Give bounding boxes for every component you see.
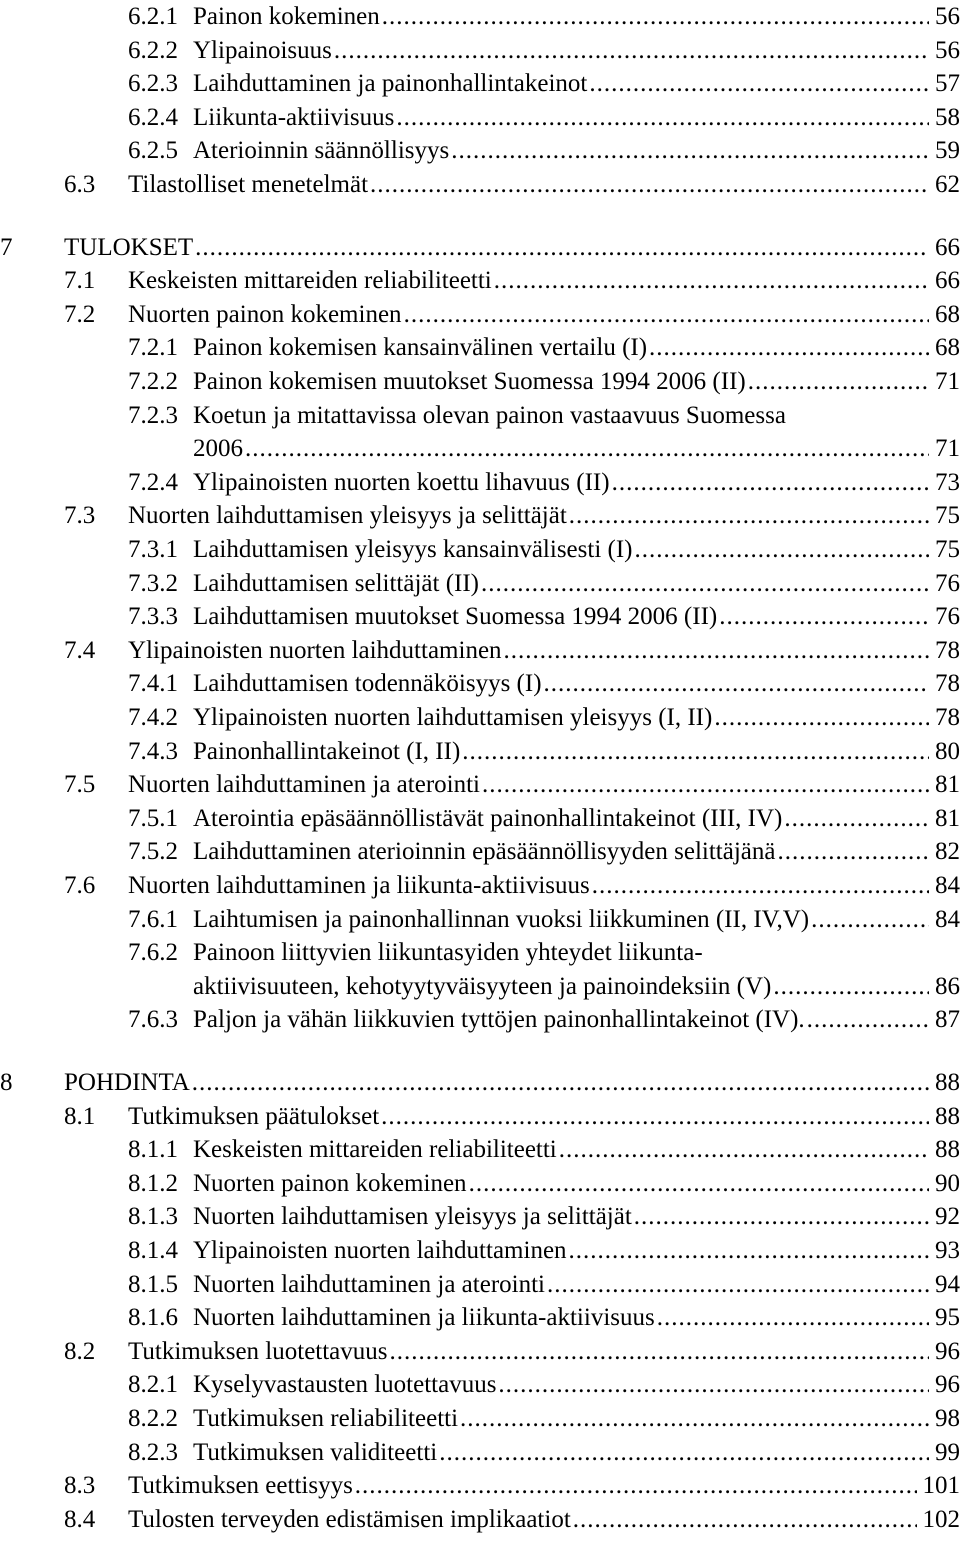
toc-entry[interactable] [0,634,960,668]
dot-leader [647,331,929,365]
dot-leader [353,1469,917,1503]
dot-leader [380,0,929,34]
toc-entry[interactable] [0,835,960,869]
toc-entry-title: Laihduttamisen yleisyys kansainvälisesti (I) [193,536,633,563]
toc-entry-page-number: 98 [935,1405,960,1432]
toc-entry-page-number: 81 [935,771,960,798]
toc-entry-title: Nuorten laihduttaminen ja liikunta-aktiivisuus [128,872,590,899]
dot-leader [567,499,929,533]
dot-leader [771,970,929,1004]
toc-entry-title: Laihtumisen ja painonhallinnan vuoksi liikkuminen (II, IV,V) [193,906,810,933]
toc-entry-page-number: 84 [935,906,960,933]
toc-entry[interactable] [0,768,960,802]
toc-entry-number: 7.6.2 [128,939,178,966]
toc-entry-page-number: 78 [935,704,960,731]
dot-leader [590,869,929,903]
dot-leader [571,1503,917,1537]
toc-entry[interactable] [0,600,960,634]
toc-entry-page-number: 66 [935,267,960,294]
toc-entry-title: Nuorten painon kokeminen [193,1170,467,1197]
dot-leader [467,1167,929,1201]
toc-entry-title-continued: aktiivisuuteen, kehotyytyväisyyteen ja painoindeksiin (V) [193,973,772,1000]
dot-leader [479,567,929,601]
dot-leader [332,34,929,68]
toc-entry-number: 6.2.5 [128,137,178,164]
dot-leader [502,634,929,668]
toc-entry-number: 6.2.2 [128,37,178,64]
dot-leader [717,600,929,634]
dot-leader [632,1200,929,1234]
toc-entry-page-number: 81 [935,805,960,832]
toc-entry-page-number: 57 [935,70,960,97]
toc-entry[interactable] [0,1368,960,1402]
toc-entry-page-number: 59 [935,137,960,164]
dot-leader [712,701,929,735]
dot-leader [746,365,929,399]
toc-entry-title: Paljon ja vähän liikkuvien tyttöjen painonhallintakeinot (IV). [193,1006,805,1033]
toc-entry-title: Laihduttamisen selittäjät (II) [193,570,480,597]
dot-leader [542,667,929,701]
toc-entry-title: Keskeisten mittareiden reliabiliteetti [193,1136,557,1163]
toc-entry-title: Laihduttaminen ja painonhallintakeinot [193,70,588,97]
toc-entry-number: 6.2.1 [128,3,178,30]
toc-entry-page-number: 87 [935,1006,960,1033]
dot-leader [243,432,929,466]
toc-entry-number: 7.6.3 [128,1006,178,1033]
toc-entry-page-number: 62 [935,171,960,198]
toc-entry-title: POHDINTA [64,1069,190,1096]
toc-entry-number: 8.2.3 [128,1439,178,1466]
toc-entry-number: 6.3 [64,171,96,198]
toc-entry[interactable] [0,67,960,101]
dot-leader [633,533,930,567]
toc-entry[interactable] [0,903,960,937]
toc-entry-title: Koetun ja mitattavissa olevan painon vastaavuus Suomessa [193,402,786,429]
dot-leader [402,298,929,332]
toc-entry[interactable] [0,168,960,202]
dot-leader [805,1003,929,1037]
toc-entry-number: 8.2.1 [128,1371,178,1398]
toc-entry-page-number: 93 [935,1237,960,1264]
toc-entry-page-number: 56 [935,37,960,64]
toc-entry-number: 7.3.2 [128,570,178,597]
toc-entry-page-number: 71 [935,368,960,395]
toc-entry-page-number: 66 [935,234,960,261]
toc-entry-title: Ylipainoisten nuorten laihduttaminen [193,1237,567,1264]
toc-entry-number: 7.2.3 [128,402,178,429]
dot-leader [567,1234,929,1268]
toc-entry-page-number: 95 [935,1304,960,1331]
toc-entry[interactable] [0,802,960,836]
toc-entry-number: 8.1.4 [128,1237,178,1264]
toc-entry-page-number: 75 [935,536,960,563]
toc-entry[interactable] [0,1100,960,1134]
toc-entry[interactable] [0,231,960,265]
toc-entry-page-number: 68 [935,301,960,328]
toc-entry[interactable] [0,1503,960,1537]
toc-entry[interactable] [0,567,960,601]
toc-entry-number: 7.3.3 [128,603,178,630]
toc-entry-page-number: 68 [935,334,960,361]
toc-entry-continuation[interactable] [0,432,960,466]
toc-entry-number: 7.2 [64,301,96,328]
toc-entry-title: Painoon liittyvien liikuntasyiden yhteydet liikunta- [193,939,703,966]
toc-entry[interactable] [0,399,960,433]
toc-entry-title: Laihduttamisen muutokset Suomessa 1994 2006 (II) [193,603,718,630]
toc-entry-title: Aterioinnin säännöllisyys [193,137,450,164]
toc-entry-number: 8.1 [64,1103,96,1130]
toc-entry[interactable] [0,0,960,34]
toc-entry[interactable] [0,365,960,399]
toc-entry-title: Ylipainoisuus [193,37,332,64]
dot-leader [480,768,929,802]
toc-entry-title: Nuorten painon kokeminen [128,301,402,328]
toc-entry-number: 8.3 [64,1472,96,1499]
toc-entry-title: Kyselyvastausten luotettavuus [193,1371,497,1398]
toc-entry[interactable] [0,134,960,168]
toc-entry-number: 8.4 [64,1506,96,1533]
toc-entry-page-number: 80 [935,738,960,765]
toc-entry[interactable] [0,1167,960,1201]
toc-entry-title: Painon kokeminen [193,3,380,30]
toc-entry-number: 6.2.4 [128,104,178,131]
dot-leader [610,466,929,500]
toc-entry[interactable] [0,1402,960,1436]
toc-entry-page-number: 73 [935,469,960,496]
toc-entry-title: Nuorten laihduttamisen yleisyys ja selittäjät [193,1203,632,1230]
toc-entry[interactable] [0,34,960,68]
dot-leader [782,802,929,836]
toc-entry-number: 7.3 [64,502,96,529]
toc-entry-page-number: 71 [935,435,960,462]
toc-entry-title: Painonhallintakeinot (I, II) [193,738,461,765]
toc-entry-title: Nuorten laihduttaminen ja aterointi [128,771,480,798]
dot-leader [368,168,929,202]
toc-entry-number: 6.2.3 [128,70,178,97]
toc-entry-number: 8.1.6 [128,1304,178,1331]
toc-entry-number: 8.2 [64,1338,96,1365]
toc-entry-title: Laihduttamisen todennäköisyys (I) [193,670,542,697]
dot-leader [496,1368,929,1402]
toc-entry[interactable] [0,101,960,135]
toc-entry-page-number: 76 [935,570,960,597]
toc-entry-title: Tutkimuksen reliabiliteetti [193,1405,459,1432]
toc-entry-page-number: 82 [935,838,960,865]
dot-leader [388,1335,929,1369]
toc-entry-number: 8.1.1 [128,1136,178,1163]
toc-entry-number: 7 [0,234,13,261]
toc-entry-page-number: 76 [935,603,960,630]
dot-leader [460,735,929,769]
dot-leader [458,1402,929,1436]
toc-entry[interactable] [0,1003,960,1037]
toc-entry[interactable] [0,936,960,970]
toc-entry-page-number: 90 [935,1170,960,1197]
toc-entry-title: Aterointia epäsäännöllistävät painonhallintakeinot (III, IV) [193,805,783,832]
toc-entry-number: 7.5 [64,771,96,798]
toc-entry-title: Tilastolliset menetelmät [128,171,369,198]
toc-entry-number: 7.5.2 [128,838,178,865]
toc-entry-title: Ylipainoisten nuorten laihduttaminen [128,637,502,664]
toc-entry-title: Nuorten laihduttamisen yleisyys ja selittäjät [128,502,567,529]
toc-entry-title: Tutkimuksen eettisyys [128,1472,353,1499]
toc-entry[interactable] [0,533,960,567]
toc-entry-page-number: 92 [935,1203,960,1230]
toc-entry-page-number: 101 [922,1472,960,1499]
toc-entry-page-number: 86 [935,973,960,1000]
toc-entry[interactable] [0,1066,960,1100]
toc-entry[interactable] [0,869,960,903]
toc-entry-page-number: 88 [935,1103,960,1130]
dot-leader [190,1066,929,1100]
toc-entry-page-number: 58 [935,104,960,131]
toc-entry-page-number: 96 [935,1371,960,1398]
toc-entry-page-number: 96 [935,1338,960,1365]
toc-entry[interactable] [0,701,960,735]
toc-entry-number: 7.4.3 [128,738,178,765]
toc-entry-page-number: 78 [935,670,960,697]
toc-entry[interactable] [0,466,960,500]
toc-entry-number: 7.6 [64,872,96,899]
toc-entry-title: Nuorten laihduttaminen ja aterointi [193,1271,545,1298]
toc-entry[interactable] [0,1268,960,1302]
toc-entry-title: Tulosten terveyden edistämisen implikaatiot [128,1506,571,1533]
toc-entry[interactable] [0,331,960,365]
toc-entry[interactable] [0,1436,960,1470]
toc-entry-title: Liikunta-aktiivisuus [193,104,395,131]
toc-entry-title: Ylipainoisten nuorten laihduttamisen yleisyys (I, II) [193,704,713,731]
toc-entry-number: 8.1.3 [128,1203,178,1230]
toc-entry-number: 7.4 [64,637,96,664]
toc-entry-page-number: 84 [935,872,960,899]
toc-entry[interactable] [0,499,960,533]
toc-entry-page-number: 56 [935,3,960,30]
toc-entry-number: 7.3.1 [128,536,178,563]
toc-entry-number: 7.1 [64,267,96,294]
toc-entry-title: Ylipainoisten nuorten koettu lihavuus (II) [193,469,610,496]
dot-leader [587,67,929,101]
toc-entry[interactable] [0,667,960,701]
dot-leader [492,264,929,298]
toc-entry[interactable] [0,1301,960,1335]
toc-entry-number: 7.4.2 [128,704,178,731]
toc-entry-number: 8.1.5 [128,1271,178,1298]
toc-entry-page-number: 88 [935,1069,960,1096]
toc-entry-title: Keskeisten mittareiden reliabiliteetti [128,267,492,294]
toc-entry-title: Tutkimuksen päätulokset [128,1103,380,1130]
toc-entry-number: 7.2.1 [128,334,178,361]
dot-leader [379,1100,929,1134]
dot-leader [775,835,929,869]
toc-entry-title: TULOKSET [64,234,194,261]
toc-entry-number: 7.5.1 [128,805,178,832]
toc-entry[interactable] [0,1234,960,1268]
toc-entry-number: 8.2.2 [128,1405,178,1432]
toc-entry-number: 7.4.1 [128,670,178,697]
toc-entry[interactable] [0,298,960,332]
toc-entry-number: 7.6.1 [128,906,178,933]
dot-leader [557,1133,929,1167]
toc-entry-page-number: 102 [922,1506,960,1533]
dot-leader [449,134,929,168]
toc-entry[interactable] [0,264,960,298]
toc-entry[interactable] [0,735,960,769]
toc-entry[interactable] [0,1335,960,1369]
dot-leader [655,1301,929,1335]
toc-entry[interactable] [0,1469,960,1503]
toc-entry-title: Tutkimuksen validiteetti [193,1439,438,1466]
toc-entry-continuation[interactable] [0,970,960,1004]
dot-leader [545,1268,929,1302]
toc-entry-title: Nuorten laihduttaminen ja liikunta-aktiivisuus [193,1304,655,1331]
dot-leader [809,903,929,937]
toc-entry[interactable] [0,1200,960,1234]
toc-entry-number: 7.2.2 [128,368,178,395]
toc-entry-page-number: 88 [935,1136,960,1163]
toc-entry-title: Tutkimuksen luotettavuus [128,1338,388,1365]
dot-leader [437,1436,929,1470]
toc-entry-page-number: 99 [935,1439,960,1466]
toc-entry-title-continued: 2006 [193,435,243,462]
toc-entry-page-number: 75 [935,502,960,529]
toc-entry-number: 8 [0,1069,13,1096]
toc-entry-page-number: 78 [935,637,960,664]
dot-leader [394,101,929,135]
toc-entry-number: 7.2.4 [128,469,178,496]
toc-entry-title: Laihduttaminen aterioinnin epäsäännöllisyyden selittäjänä [193,838,776,865]
toc-entry[interactable] [0,1133,960,1167]
toc-entry-page-number: 94 [935,1271,960,1298]
toc-entry-title: Painon kokemisen muutokset Suomessa 1994 2006 (II) [193,368,746,395]
dot-leader [193,231,929,265]
toc-entry-title: Painon kokemisen kansainvälinen vertailu (I) [193,334,648,361]
toc-entry-number: 8.1.2 [128,1170,178,1197]
